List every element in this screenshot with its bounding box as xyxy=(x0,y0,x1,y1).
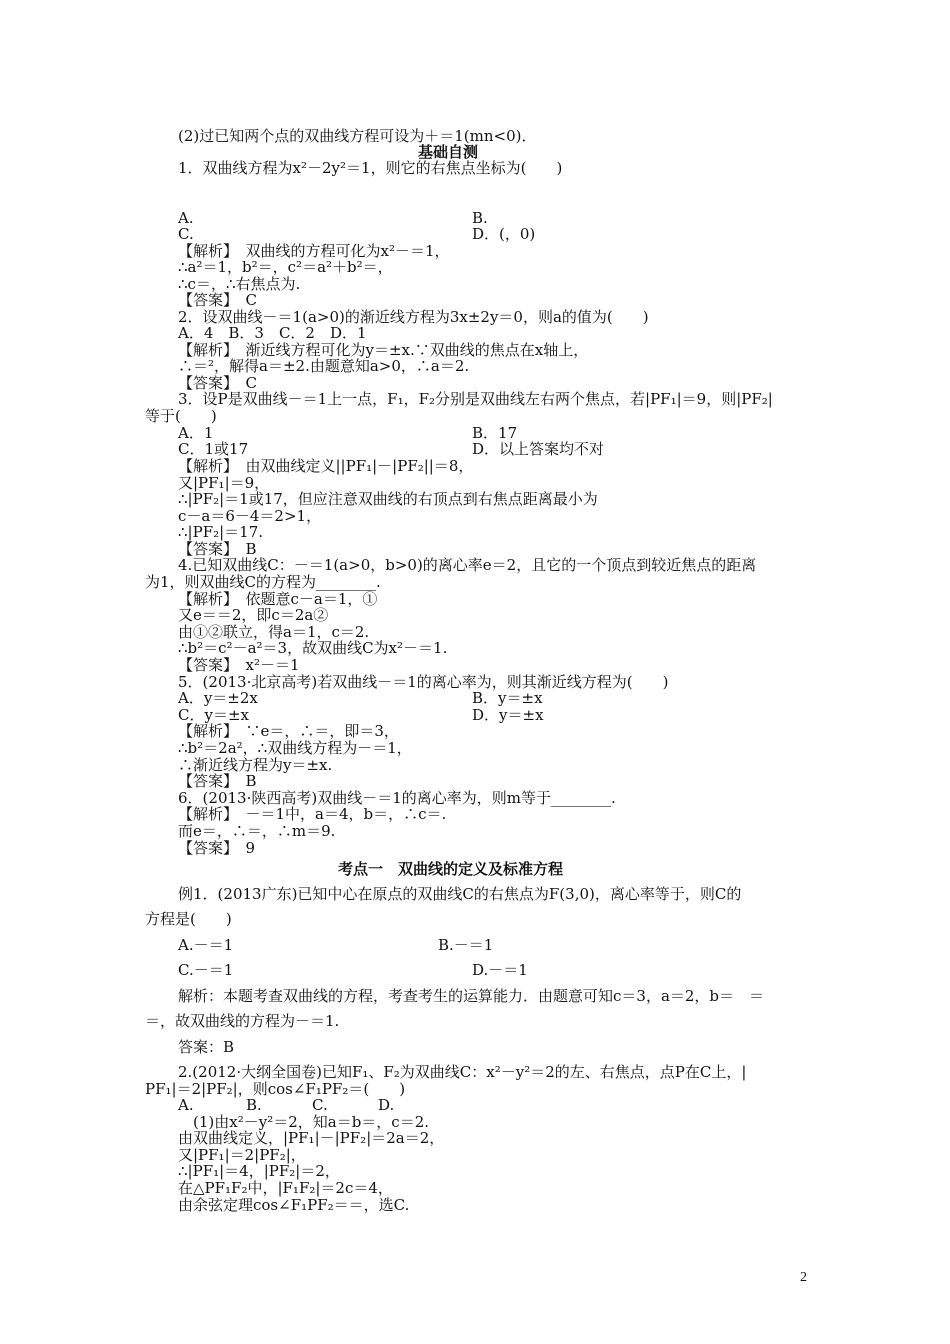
section-heading: 考点一 双曲线的定义及标准方程 xyxy=(338,860,564,878)
solution-line: 由余弦定理cos∠F₁PF₂＝＝，选C. xyxy=(178,1196,410,1214)
analysis-line: ∴渐近线方程为y＝±x. xyxy=(178,756,333,774)
option-c: C.－＝1 xyxy=(178,961,234,979)
analysis-line: 【解析】 双曲线的方程可化为x²－＝1， xyxy=(178,242,450,260)
answer-line: 【答案】 C xyxy=(178,374,257,392)
option-b: B．17 xyxy=(472,424,518,442)
analysis-line: 由①②联立，得a＝1，c＝2. xyxy=(178,623,370,641)
answer-line: 【答案】 C xyxy=(178,291,257,309)
solution-line: 又|PF₁|＝2|PF₂|， xyxy=(178,1146,306,1164)
option-d: D. xyxy=(378,1096,395,1114)
analysis-line: ∴c＝，∴右焦点为. xyxy=(178,275,301,293)
option-d: D．y＝±x xyxy=(472,706,544,724)
option-c: C．y＝±x xyxy=(178,706,249,724)
analysis-line: 【解析】 由双曲线定义||PF₁|－|PF₂||＝8， xyxy=(178,457,474,475)
question-4-cont: 为1，则双曲线C的方程为________. xyxy=(145,573,381,591)
solution-line: 解析：本题考查双曲线的方程，考查考生的运算能力．由题意可知c＝3，a＝2，b＝ ＝ xyxy=(178,987,765,1005)
section-heading: 基础自测 xyxy=(418,143,479,161)
analysis-line: ∴a²＝1，b²＝，c²＝a²＋b²＝， xyxy=(178,258,393,276)
option-d: D．以上答案均不对 xyxy=(472,440,605,458)
text-line: (2)过已知两个点的双曲线方程可设为＋＝1(mn<0)． xyxy=(178,127,537,145)
option-b: B. xyxy=(246,1096,262,1114)
question-4: 4.已知双曲线C：－＝1(a>0，b>0)的离心率e＝2，且它的一个顶点到较近焦点的距离 xyxy=(178,556,757,574)
option-d: D.－＝1 xyxy=(472,961,528,979)
analysis-line: 而e＝，∴＝，∴m＝9. xyxy=(178,822,336,840)
analysis-line: 又e＝＝2，即c＝2a② xyxy=(178,606,329,624)
option-c: C. xyxy=(178,225,194,243)
question-3-cont: 等于( ) xyxy=(145,407,217,425)
option-a: A.－＝1 xyxy=(178,936,234,954)
analysis-line: 【解析】 ∵e＝，∴＝，即＝3， xyxy=(178,722,399,740)
answer-line: 【答案】 B xyxy=(178,540,257,558)
option-d: D．(，0) xyxy=(472,225,536,243)
option-c: C. xyxy=(312,1096,328,1114)
analysis-line: ∴b²＝c²－a²＝3，故双曲线C为x²－＝1. xyxy=(178,639,448,657)
option-b: B.－＝1 xyxy=(438,936,494,954)
option-a: A．1 xyxy=(178,424,214,442)
solution-line: ＝，故双曲线的方程为－＝1. xyxy=(145,1012,340,1030)
answer-line: 【答案】 9 xyxy=(178,839,256,857)
option-c: C．1或17 xyxy=(178,440,249,458)
example-2-cont: PF₁|＝2|PF₂|，则cos∠F₁PF₂＝( ) xyxy=(145,1080,406,1098)
question-2: 2．设双曲线－＝1(a>0)的渐近线方程为3x±2y＝0，则a的值为( ) xyxy=(178,308,649,326)
page-number: 2 xyxy=(800,1270,807,1285)
solution-line: 由双曲线定义，|PF₁|－|PF₂|＝2a＝2， xyxy=(178,1129,445,1147)
solution-line: ∴|PF₁|＝4，|PF₂|＝2， xyxy=(178,1162,340,1180)
analysis-line: c－a＝6－4＝2>1， xyxy=(178,507,322,525)
option-a: A. xyxy=(178,1096,194,1114)
example-2: 2.(2012·大纲全国卷)已知F₁、F₂为双曲线C：x²－y²＝2的左、右焦点，点P在C上，| xyxy=(178,1063,747,1081)
analysis-line: 【解析】 依题意c－a＝1，① xyxy=(178,590,378,608)
analysis-line: ∴|PF₂|＝1或17，但应注意双曲线的右顶点到右焦点距离最小为 xyxy=(178,490,598,508)
analysis-line: 【解析】 渐近线方程可化为y＝±x.∵双曲线的焦点在x轴上， xyxy=(178,341,589,359)
answer-line: 【答案】 x²－＝1 xyxy=(178,656,300,674)
question-1: 1．双曲线方程为x²－2y²＝1，则它的右焦点坐标为( ) xyxy=(178,159,563,177)
option-a: A. xyxy=(178,209,194,227)
analysis-line: ∴b²＝2a²，∴双曲线方程为－＝1， xyxy=(178,739,412,757)
analysis-line: ∴＝²，解得a＝±2.由题意知a>0，∴a＝2. xyxy=(178,357,470,375)
solution-line: 在△PF₁F₂中，|F₁F₂|＝2c＝4， xyxy=(178,1179,393,1197)
analysis-line: 【解析】 －＝1中，a＝4，b＝，∴c＝. xyxy=(178,805,447,823)
option-a: A．y＝±2x xyxy=(178,689,258,707)
example-1: 例1．(2013广东)已知中心在原点的双曲线C的右焦点为F(3,0)，离心率等于，则C的 xyxy=(178,885,742,903)
analysis-line: 又|PF₁|＝9， xyxy=(178,474,270,492)
example-1-cont: 方程是( ) xyxy=(145,910,232,928)
analysis-line: ∴|PF₂|＝17. xyxy=(178,523,264,541)
question-5: 5．(2013·北京高考)若双曲线－＝1的离心率为，则其渐近线方程为( ) xyxy=(178,673,669,691)
solution-line: (1)由x²－y²＝2，知a＝b＝，c＝2. xyxy=(193,1113,430,1131)
option-b: B. xyxy=(472,209,488,227)
question-6: 6．(2013·陕西高考)双曲线－＝1的离心率为，则m等于________. xyxy=(178,789,616,807)
question-3: 3．设P是双曲线－＝1上一点，F₁，F₂分别是双曲线左右两个焦点，若|PF₁|＝9，则|PF₂| xyxy=(178,390,773,408)
options-line: A．4 B．3 C．2 D．1 xyxy=(178,324,367,342)
option-b: B．y＝±x xyxy=(472,689,543,707)
answer-line: 答案：B xyxy=(178,1038,235,1056)
answer-line: 【答案】 B xyxy=(178,772,257,790)
